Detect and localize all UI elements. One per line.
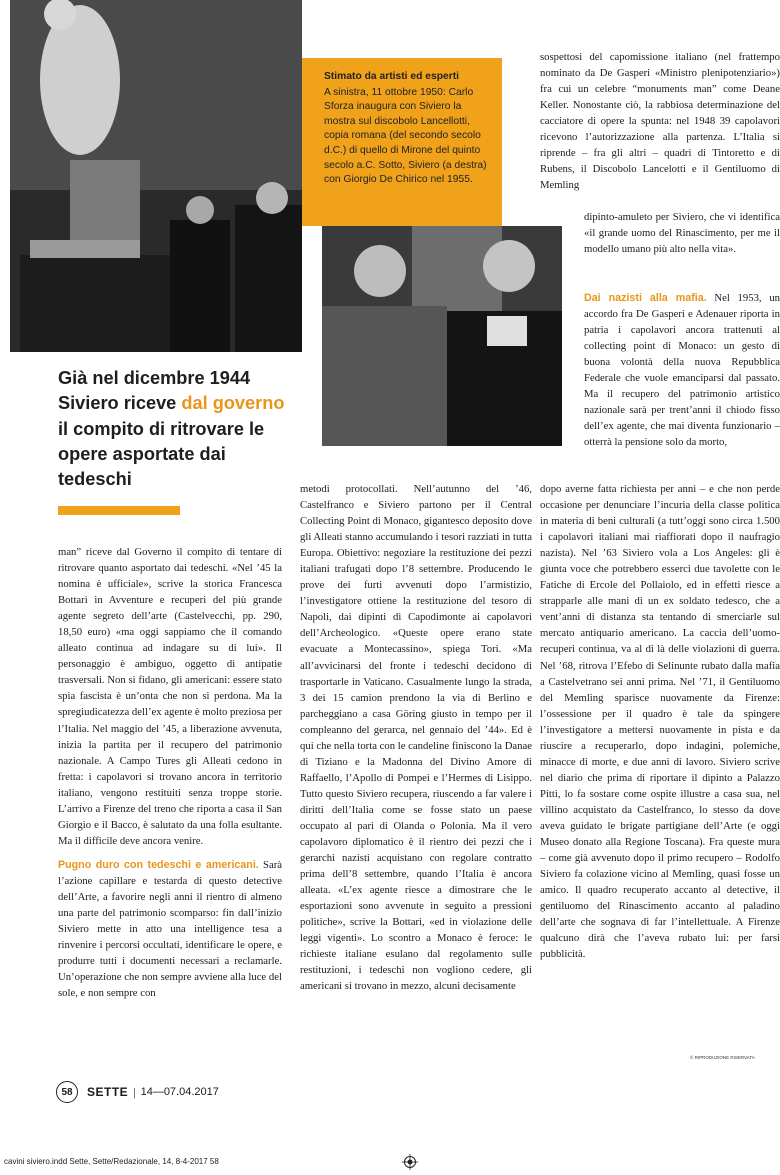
discobolus-photo-drawing bbox=[10, 0, 302, 352]
article-column-2 bbox=[300, 481, 532, 995]
issue-date: 14—07.04.2017 bbox=[140, 1086, 219, 1098]
print-slug: cavini siviero.indd Sette, Sette/Redazionale, 14, 8-4-2017 58 bbox=[4, 1157, 219, 1166]
subheading-nazisti-mafia: Dai nazisti alla mafia. bbox=[584, 292, 707, 304]
photo-caption bbox=[302, 58, 502, 226]
article-paragraph: dipinto-amuleto per Siviero, che vi identifica «il grande uomo del Rinascimento, per me il modello umano più alto nella vita». bbox=[584, 211, 780, 256]
page-number: 58 bbox=[56, 1081, 78, 1103]
article-paragraph-with-subhead bbox=[584, 290, 780, 450]
headline-text-end: il compito di ritrovare le opere asportate dai tedeschi bbox=[58, 418, 265, 490]
article-column-3-top bbox=[540, 49, 780, 193]
discobolus-photo bbox=[10, 0, 302, 352]
article-paragraph: dopo averne fatta richiesta per anni – e che non perde occasione per denunciare l’incuria della classe politica in materia di beni culturali (a tutt’oggi sono circa 1.500 i capolavori italiani mai riaffiorati dopo il naufragio nazista). Nel ’63 Siviero vola a Los Angeles: gli è giunta voce che potrebbero esserci due tavolette con le Fatiche di Ercole del Pollaiolo, ed in effetti riesce a strapparle alle mani di un ex soldato tedesco, che a vent’anni di distanza sta tentando di smerciarle sul mercato antiquario americano. La caccia dell’uomo-recuperi continua, va al di là delle violazioni di guerra. Nel ’68, ritrova l’Efebo di Selinunte rubato dalla mafia a Castelvetrano sei anni prima. Nel ’71, il Gentiluomo del Memling sparisce nuovamente da Firenze: l’ossessione per il quadro è tale da spingere l’investigatore a mettersi nuovamente in pista e da riuscire a recuperarlo, dopo indagini, polemiche, minacce di morte, e due anni di lavoro. Siviero scrive nel diario che prima di riportare il dipinto a Palazzo Pitti, lo fa sostare come ospite illustre a casa sua, nel villino acquistato da Castelfranco, lo stesso da dove aveva guidato le brigate partigiane dell’Arte (e oggi Museo donato alla Regione Toscana). Fra queste mura – come già avvenuto dopo il primo recupero – Rodolfo Siviero fa colazione vicino al Memling, quasi fosse un amico. Il quadro recuperato accanto al detective, il gentiluomo del Rinascimento accanto al paladino dell’arte che sognava di far l’intellettuale. A Firenze qualcuno dirà che l’aveva rubato lui: per farsi pubblicità. bbox=[540, 483, 780, 961]
caption-text: A sinistra, 11 ottobre 1950: Carlo Sforza inaugura con Siviero la mostra sul discobolo Lancellotti, copia romana (del secondo secolo d.C.) di quello di Mirone del quinto secolo a.C. Sotto, Siviero (a destra) con Giorgio De Chirico nel 1955. bbox=[324, 86, 487, 186]
siviero-de-chirico-photo bbox=[322, 226, 562, 446]
article-column-3-section bbox=[584, 290, 780, 450]
siviero-de-chirico-photo-drawing bbox=[322, 226, 562, 446]
headline-highlight: dal governo bbox=[181, 393, 285, 414]
pull-quote-headline bbox=[58, 366, 290, 492]
article-paragraph: sospettosi del capomissione italiano (nel frattempo nominato da De Gasperi «Ministro plenipotenziario») fra cui un celebre “monuments man” come Deane Keller. Nonostante ciò, la rabbiosa determinazione del cacciatore di opere la spunta: nel 1948 39 capolavori ricevono l’autorizzazione alla partenza. L’Italia si riprende – fra gli altri – quadri di Tintoretto e di Rubens, il Discobolo Lancelotti e il Gentiluomo di Memling bbox=[540, 51, 780, 192]
page-footer bbox=[56, 1081, 219, 1103]
footer-separator: | bbox=[133, 1084, 136, 1099]
headline-text: Già nel dicembre 1944 Siviero riceve bbox=[58, 368, 251, 414]
article-text: Nel 1953, un accordo fra De Gasperi e Adenauer riporta in patria i capolavori ancora trattenuti al collecting point di Monaco: un gesto di buona volontà della nuova Repubblica Federale che vuole emanciparsi dal passato. Ma il recupero del patrimonio artistico nazionale sarà per trent’anni il chiodo fisso dell’ex agente, che mai diventa funzionario – otterrà la pensione solo da morto, bbox=[584, 292, 780, 449]
registration-mark-icon bbox=[402, 1154, 418, 1170]
copyright-notice: © RIPRODUZIONE RISERVATA bbox=[690, 1055, 755, 1060]
article-paragraph: metodi protocollati. Nell’autunno del ’46, Castelfranco e Siviero partono per il Central Collecting Point di Monaco, gigantesco deposito dove gli Alleati stanno accumulando i tesori razziati in tutta Europa. Obiettivo: negoziare la restituzione dei pezzi italiani trafugati dopo l’8 settembre. Producendo le prove dei furti avvenuti dopo l’armistizio, l’investigatore ottiene la restituzione del tesoro di Napoli, dai dipinti di Capodimonte ai capolavori dell’Archeologico. «Queste opere erano state evacuate a Montecassino», spiega Tori. «Ma all’avvicinarsi del fronte i tedeschi decidono di trasportarle in Vaticano. Casualmente lungo la strada, 3 dei 15 camion prendono la via di Berlino e parcheggiano a casa Göring giusto in tempo per il compleanno del gerarca, nel gennaio del ’44». Ed è qui che nella torta con le candeline finiscono la Danae di Tiziano e la Madonna del Divino Amore di Raffaello, l’Apollo di Pompei e l’Hermes di Lisippo. Tutto questo Siviero recupera, riuscendo a far valere i diritti dell’Italia come se fosse stato un paese occupato al pari di Olanda o Polonia. Ma il vero capolavoro diplomatico è il rientro dei pezzi che i gerarchi nazisti acquistano con regolare contratto prima dell’8 settembre, quando l’Italia è ancora alleata. «L’ex agente riesce a dimostrare che le esportazioni sono avvenute in seguito a pressioni politiche», scrive la Bottari, «ed in violazione delle leggi vigenti». Lo scontro a Monaco è feroce: le richieste italiane esulano dal regolamento sulle restituzioni, i tedeschi non vogliono cedere, gli americani si trovano in mezzo, alcuni decisamente bbox=[300, 483, 532, 993]
magazine-name: SETTE bbox=[87, 1085, 129, 1099]
article-column-3-wrap bbox=[584, 209, 780, 257]
article-column-3-bottom bbox=[540, 481, 780, 962]
article-paragraph-with-subhead bbox=[58, 857, 282, 1001]
article-paragraph: man” riceve dal Governo il compito di tentare di ritrovare quanto asportato dai tedeschi. «Nel ’45 la nomina è ufficiale», scrive la storica Francesca Bottari in Avventure e recuperi del più grande agente segreto dell’arte (Castelvecchi, pp. 290, 18,50 euro) «ma oggi sappiamo che il comando alleato continua ad indagare su di lui». Il personaggio è ambiguo, oggetto di antipatie trasversali. Non si fidano, gli americani: essere stato spia fascista è un’onta che non si perdona. Ma la spregiudicatezza dell’ex agente è molto preziosa per l’Italia. Nel maggio del ’45, a liberazione avvenuta, inizia la partita per il recupero del patrimonio nazionale. A Campo Tures gli Alleati cedono in fretta: i capolavori si trovano ancora in territorio italiano, vengono restituiti senza troppe storie. L’arrivo a Firenze del treno che riporta a casa il San Giorgio e il Bacco, è salutato da una folla esultante. Ma il difficile deve ancora venire. bbox=[58, 546, 282, 847]
article-text: Sarà l’azione capillare e testarda di questo detective dell’Arte, a favorire negli anni il rientro di almeno una parte del patrimonio scomparso: fin dall’inizio Siviero mette in atto una intelligence tesa a rinvenire i percorsi occultati, identificare le opere, e produrre tutti i documenti necessari a reclamarle. Un’operazione che non sempre avviene alla luce del sole, e non sempre con bbox=[58, 858, 282, 1000]
subheading-pugno-duro: Pugno duro con tedeschi e americani. bbox=[58, 858, 259, 871]
headline-accent-bar bbox=[58, 506, 180, 515]
caption-title: Stimato da artisti ed esperti bbox=[324, 71, 460, 82]
article-column-1 bbox=[58, 544, 282, 1001]
